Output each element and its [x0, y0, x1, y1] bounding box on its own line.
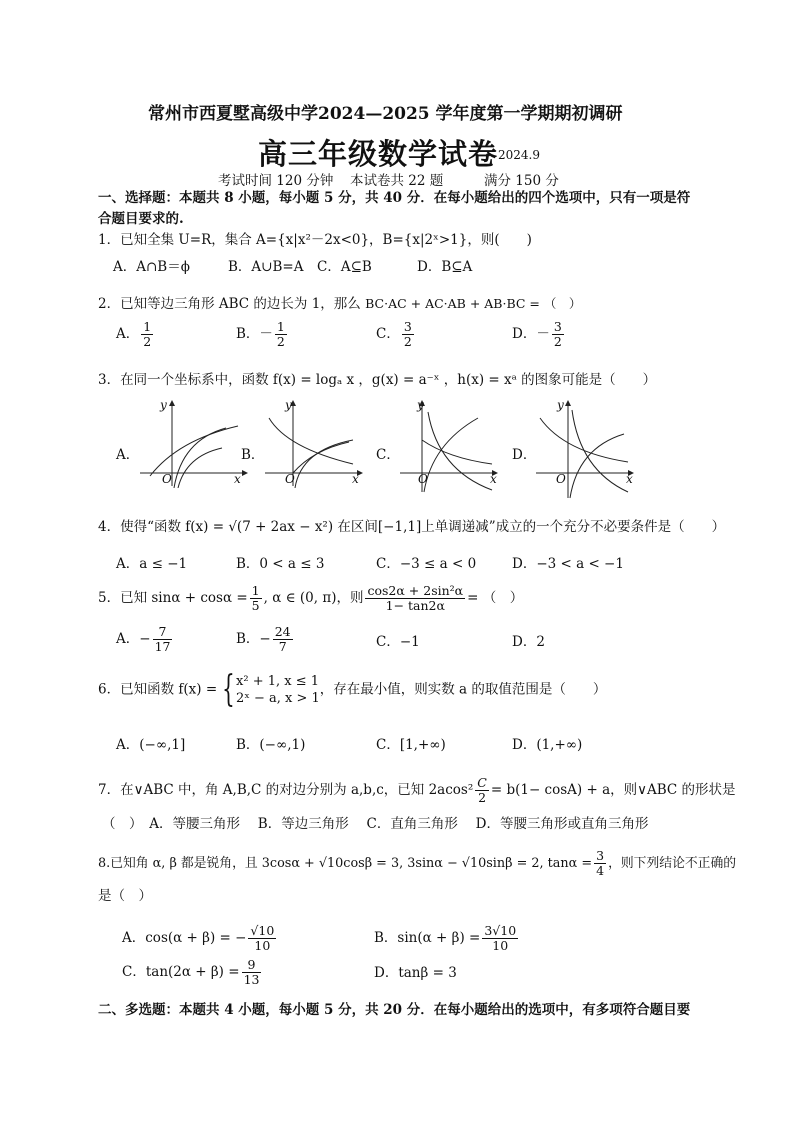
q5-option-a-fraction — [153, 625, 173, 654]
school-title: 常州市西夏墅高级中学2024—2025 学年度第一学期期初调研 — [148, 104, 623, 124]
section-1-heading: 一、选择题：本题共 8 小题，每小题 5 分，共 40 分．在每小题给出的四个选项中，只有一项是符 — [98, 190, 691, 206]
q3-graph-d-x-label: x — [626, 472, 633, 486]
q3-graph-d-y-label: y — [557, 398, 564, 412]
q7-options: （ ） A．等腰三角形 B．等边三角形 C．直角三角形 D．等腰三角形或直角三角形 — [102, 816, 649, 832]
q2-vector-expression: BC·AC + AC·AB + AB·BC = （ ） — [365, 296, 582, 311]
q7-stem-suffix: = b(1− cosA) + a，则∨ABC 的形状是 — [490, 782, 736, 798]
q8-option-a — [122, 924, 278, 953]
q7-stem — [98, 776, 736, 805]
q3-graph-d — [534, 400, 634, 500]
q1-option-a: A．A∩B＝ϕ — [113, 259, 190, 275]
q4-option-c: C．−3 ≤ a < 0 — [376, 556, 477, 572]
q7-stem-prefix: 7．在∨ABC 中，角 A,B,C 的对边分别为 a,b,c，已知 2acos² — [98, 782, 474, 798]
q2-option-b-den: 2 — [276, 334, 285, 349]
q3-graph-c-origin-label: O — [418, 472, 428, 486]
q5-expression-den: 1− tan2α — [365, 598, 465, 613]
q8-option-b-den: 10 — [482, 938, 518, 953]
q6-option-b: B．(−∞,1) — [236, 737, 306, 753]
q8-tan-num: 3 — [596, 848, 605, 863]
q8-tan-den: 4 — [596, 863, 605, 878]
q3-graph-c-x-label: x — [490, 472, 497, 486]
q2-option-d-num: 3 — [553, 319, 562, 334]
q8-tan-fraction — [594, 849, 606, 878]
q2-option-d-fraction — [552, 320, 564, 349]
q5-option-b-den: 7 — [273, 639, 293, 654]
q2-option-b-num: 1 — [276, 319, 285, 334]
q3-graph-b — [263, 400, 363, 488]
q5-stem-mid: , α ∈ (0, π)，则 — [263, 590, 364, 606]
q1-option-b: B．A∪B=A — [228, 259, 304, 275]
q5-stem-prefix: 5．已知 sinα + cosα = — [98, 590, 248, 606]
q5-stem — [98, 584, 523, 613]
q5-stem-suffix: = （ ） — [467, 590, 524, 606]
q3-graph-b-y-label: y — [285, 398, 292, 412]
q3-graph-d-origin-label: O — [556, 472, 566, 486]
q2-option-c — [376, 320, 416, 349]
q1-option-c: C．A⊆B — [317, 259, 372, 275]
q5-expression-num: cos2α + 2sin²α — [367, 583, 464, 598]
q6-case-1: x² + 1, x ≤ 1 — [236, 674, 320, 689]
q6-stem — [98, 669, 607, 710]
q1-option-d: D．B⊆A — [417, 259, 473, 275]
q2-option-a-den: 2 — [143, 334, 152, 349]
q5-given-fraction — [250, 584, 262, 613]
q2-option-d — [512, 320, 566, 349]
q2-option-b-label: B．－ — [236, 326, 273, 342]
q3-graph-c-y-label: y — [417, 398, 424, 412]
q6-option-c: C．[1,+∞) — [376, 737, 446, 753]
section-1-heading-cont: 合题目要求的. — [98, 211, 184, 227]
q3-graph-b-origin-label: O — [285, 472, 295, 486]
q8-option-a-den: 10 — [248, 938, 276, 953]
q7-frac-den: 2 — [475, 790, 489, 805]
q5-expression-fraction — [365, 584, 465, 613]
exam-question-count: 本试卷共 22 题 — [350, 173, 444, 189]
q5-option-c: C．−1 — [376, 634, 420, 650]
q7-fraction — [475, 776, 489, 805]
exam-title: 高三年级数学试卷 — [258, 137, 499, 171]
q3-graph-a-y-label: y — [160, 398, 167, 412]
q3-graph-a-x-label: x — [234, 472, 241, 486]
q2-option-c-num: 3 — [403, 319, 412, 334]
q2-stem — [98, 295, 581, 313]
q2-option-a-fraction — [141, 320, 153, 349]
q8-option-b-expr: sin(α + β) = — [397, 930, 481, 946]
q4-option-a: A．a ≤ −1 — [116, 556, 188, 572]
exam-total-score: 满分 150 分 — [484, 173, 559, 189]
q5-option-b-fraction — [273, 625, 293, 654]
q3-graph-a — [138, 400, 248, 488]
q5-given-den: 5 — [251, 598, 260, 613]
q8-option-c-den: 13 — [243, 972, 260, 987]
q8-option-b-fraction — [482, 924, 518, 953]
q8-option-a-expr: cos(α + β) = − — [145, 930, 247, 946]
q2-option-c-den: 2 — [403, 334, 412, 349]
q5-option-b-label: B．− — [236, 631, 271, 647]
q6-option-a: A．(−∞,1] — [116, 737, 186, 753]
q5-option-b-num: 24 — [274, 624, 291, 639]
q8-stem-cont: 是（ ） — [98, 888, 152, 904]
q8-option-c-fraction — [242, 958, 262, 987]
q5-option-d: D．2 — [512, 634, 545, 650]
q8-option-a-label: A． — [122, 930, 146, 946]
q6-stem-suffix: ，存在最小值，则实数 a 的取值范围是（ ） — [319, 681, 607, 698]
q8-option-c — [122, 958, 263, 987]
q8-option-d: D．tanβ = 3 — [374, 965, 457, 981]
section-2-heading: 二、多选题：本题共 4 小题，每小题 5 分，共 20 分．在每小题给出的选项中，有多项符合题目要 — [98, 1002, 691, 1018]
q8-option-a-num: √10 — [250, 923, 275, 938]
q6-piecewise — [236, 673, 320, 707]
q2-option-c-fraction — [402, 320, 414, 349]
q3-option-a-label: A． — [116, 447, 140, 463]
q5-option-a-den: 17 — [154, 639, 171, 654]
q6-case-2: 2ˣ − a, x > 1 — [236, 691, 320, 706]
q4-option-d: D．−3 < a < −1 — [512, 556, 624, 572]
q8-stem-suffix: ，则下列结论不正确的 — [608, 856, 737, 871]
q4-option-b: B．0 < a ≤ 3 — [236, 556, 325, 572]
q8-option-a-fraction — [248, 924, 276, 953]
q5-option-a-label: A．− — [116, 631, 151, 647]
q7-frac-num: C — [477, 775, 487, 790]
q3-option-c-label: C． — [376, 447, 400, 463]
q8-option-b-label: B． — [374, 930, 398, 946]
q3-graph-a-origin-label: O — [162, 472, 172, 486]
q2-stem-text: 2．已知等边三角形 ABC 的边长为 1，那么 — [98, 296, 361, 312]
q5-given-num: 1 — [251, 583, 260, 598]
q2-option-b-fraction — [275, 320, 287, 349]
q4-stem: 4．使得“函数 f(x) = √(7 + 2ax − x²) 在区间[−1,1]上单调递减”成立的一个充分不必要条件是（ ） — [98, 519, 726, 535]
q3-graph-b-x-label: x — [352, 472, 359, 486]
q8-stem-prefix: 8.已知角 α, β 都是锐角，且 3cosα + √10cosβ = 3, 3sinα − √10sinβ = 2, tanα = — [98, 856, 593, 871]
q2-option-a-num: 1 — [143, 319, 152, 334]
q6-stem-prefix: 6．已知函数 f(x) = — [98, 681, 218, 698]
q5-option-a — [116, 625, 174, 654]
q8-option-c-label: C． — [122, 964, 146, 980]
q1-stem: 1．已知全集 U=R，集合 A={x|x²－2x<0}，B={x|2ˣ>1}，则( ) — [98, 232, 532, 248]
exam-time: 考试时间 120 分钟 — [218, 173, 334, 189]
q2-option-c-label: C． — [376, 326, 400, 342]
q2-option-d-label: D．－ — [512, 326, 550, 342]
exam-date: 2024.9 — [498, 148, 540, 162]
q6-option-d: D．(1,+∞) — [512, 737, 583, 753]
q8-option-b — [374, 924, 520, 953]
q3-option-b-label: B． — [241, 447, 265, 463]
q3-graph-c — [398, 400, 498, 494]
q2-option-a — [116, 320, 155, 349]
q5-option-a-num: 7 — [158, 624, 167, 639]
q8-option-b-num: 3√10 — [484, 923, 517, 938]
q6-brace: { — [222, 669, 235, 710]
q2-option-b — [236, 320, 289, 349]
q3-stem: 3．在同一个坐标系中，函数 f(x) = logₐ x ，g(x) = a⁻ˣ ，h(x) = xᵃ 的图象可能是（ ） — [98, 372, 657, 388]
q3-option-d-label: D． — [512, 447, 537, 463]
q2-option-d-den: 2 — [553, 334, 562, 349]
q8-stem — [98, 849, 736, 878]
q8-option-c-expr: tan(2α + β) = — [145, 964, 240, 980]
q2-option-a-label: A． — [116, 326, 140, 342]
q8-option-c-num: 9 — [247, 957, 256, 972]
q5-option-b — [236, 625, 295, 654]
